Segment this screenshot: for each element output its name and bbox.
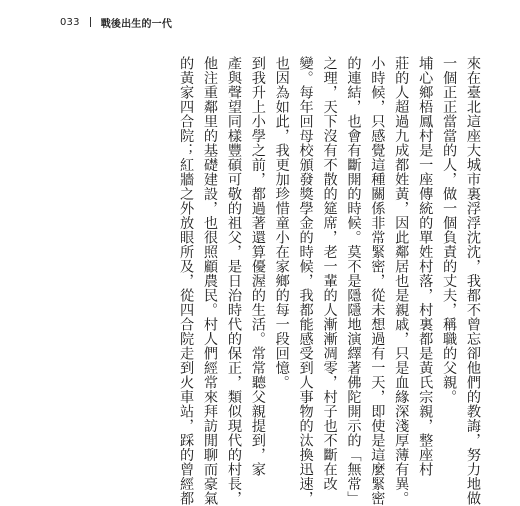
text-column: 到我升上小學之前，都過著還算優渥的生活。常常聽父親提到，家 [249,56,266,477]
chapter-title: 戰後出生的一代 [100,18,173,30]
body-text [173,56,484,506]
header-divider [90,17,91,27]
text-column: 小時候，只感覺這種關係非常緊密，從未想過有一天，即使是這麼緊密 [369,56,386,506]
page-header [60,14,172,30]
text-column: 埔心鄉梧鳳村是一座傳統的單姓村落，村裏都是黃氏宗親，整座村 [417,56,434,477]
text-column: 莊的人超過九成都姓黃，因此鄰居也是親戚，只是血緣深淺厚薄有異。 [393,56,410,506]
page-number: 033 [60,16,80,28]
text-column: 之理，天下沒有不散的筵席，老一輩的人漸漸凋零，村子也不斷在改 [321,56,338,491]
text-column: 的黃家四合院；紅牆之外放眼所及，從四合院走到火車站，踩的曾經都 [178,56,195,506]
text-column: 也因為如此，我更加珍惜童小在家鄉的每一段回憶。 [273,56,290,390]
text-column: 來在臺北這座大城市裏浮浮沈沈，我都不曾忘卻他們的教誨，努力地做 [465,56,481,506]
text-column: 產與聲望同樣豐碩可敬的祖父，是日治時代的保正，類似現代的村長， [225,56,242,506]
text-column: 他注重鄰里的基礎建設，也很照顧農民。村人們經常來拜訪閒聊而豪氣 [202,56,219,506]
text-column: 一個正正當當的人，做一個負責的丈夫，稱職的父親。 [441,56,458,404]
text-column: 變。每年回母校頒發獎學金的時候，我都能感受到人事物的汰換迅速， [297,56,314,506]
text-column: 的連結，也會有斷開的時候。莫不是隱隱地演繹著佛陀開示的「無常」 [345,56,362,506]
